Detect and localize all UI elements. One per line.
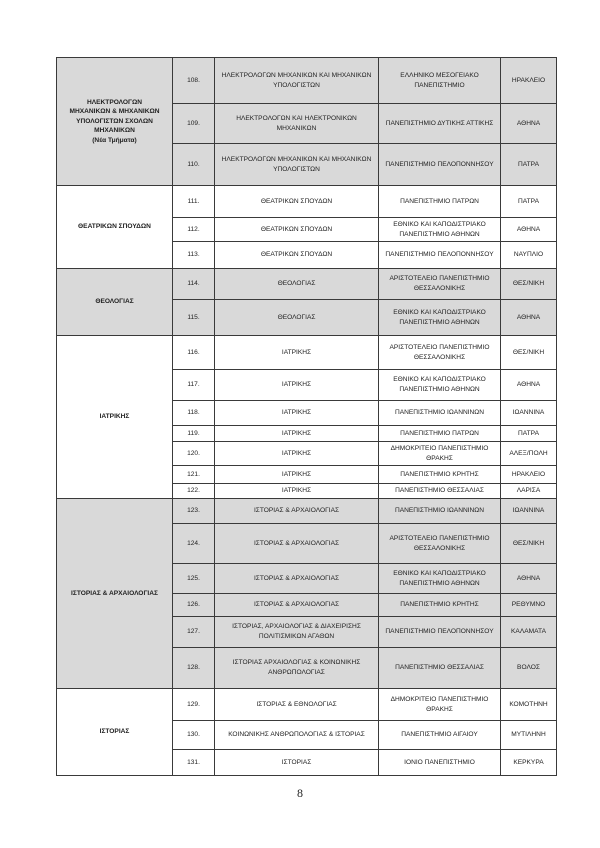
- school-cell: ΙΑΤΡΙΚΗΣ: [215, 442, 379, 466]
- row-number-cell: 116.: [173, 336, 215, 370]
- university-cell: ΠΑΝΕΠΙΣΤΗΜΙΟ ΠΕΛΟΠΟΝΝΗΣΟΥ: [379, 242, 501, 269]
- school-cell: ΗΛΕΚΤΡΟΛΟΓΩΝ ΚΑΙ ΗΛΕΚΤΡΟΝΙΚΩΝ ΜΗΧΑΝΙΚΩΝ: [215, 104, 379, 144]
- school-cell: ΙΑΤΡΙΚΗΣ: [215, 370, 379, 401]
- city-cell: ΑΘΗΝΑ: [501, 564, 557, 594]
- city-cell: ΘΕΣ/ΝΙΚΗ: [501, 336, 557, 370]
- city-cell: ΠΑΤΡΑ: [501, 186, 557, 218]
- city-cell: ΗΡΑΚΛΕΙΟ: [501, 58, 557, 104]
- university-cell: ΠΑΝΕΠΙΣΤΗΜΙΟ ΙΩΑΝΝΙΝΩΝ: [379, 401, 501, 426]
- table-body: [57, 58, 557, 776]
- city-cell: ΚΟΜΟΤΗΝΗ: [501, 689, 557, 721]
- university-cell: ΕΘΝΙΚΟ ΚΑΙ ΚΑΠΟΔΙΣΤΡΙΑΚΟ ΠΑΝΕΠΙΣΤΗΜΙΟ ΑΘΗΝΩΝ: [379, 218, 501, 242]
- university-cell: ΠΑΝΕΠΙΣΤΗΜΙΟ ΘΕΣΣΑΛΙΑΣ: [379, 484, 501, 499]
- university-cell: ΕΘΝΙΚΟ ΚΑΙ ΚΑΠΟΔΙΣΤΡΙΑΚΟ ΠΑΝΕΠΙΣΤΗΜΙΟ ΑΘΗΝΩΝ: [379, 564, 501, 594]
- school-cell: ΙΑΤΡΙΚΗΣ: [215, 426, 379, 442]
- row-number-cell: 117.: [173, 370, 215, 401]
- city-cell: ΚΑΛΑΜΑΤΑ: [501, 617, 557, 648]
- page-number: 8: [297, 786, 303, 800]
- school-cell: ΙΣΤΟΡΙΑΣ ΑΡΧΑΙΟΛΟΓΙΑΣ & ΚΟΙΝΩΝΙΚΗΣ ΑΝΘΡΩΠΟΛΟΓΙΑΣ: [215, 648, 379, 689]
- row-number-cell: 122.: [173, 484, 215, 499]
- school-cell: ΘΕΑΤΡΙΚΩΝ ΣΠΟΥΔΩΝ: [215, 242, 379, 269]
- city-cell: ΙΩΑΝΝΙΝΑ: [501, 499, 557, 524]
- school-cell: ΙΑΤΡΙΚΗΣ: [215, 401, 379, 426]
- row-number-cell: 126.: [173, 594, 215, 617]
- city-cell: ΡΕΘΥΜΝΟ: [501, 594, 557, 617]
- school-cell: ΘΕΑΤΡΙΚΩΝ ΣΠΟΥΔΩΝ: [215, 218, 379, 242]
- school-cell: ΙΣΤΟΡΙΑΣ: [215, 750, 379, 776]
- department-cell: [57, 186, 173, 269]
- school-cell: ΙΣΤΟΡΙΑΣ & ΑΡΧΑΙΟΛΟΓΙΑΣ: [215, 594, 379, 617]
- university-cell: ΠΑΝΕΠΙΣΤΗΜΙΟ ΚΡΗΤΗΣ: [379, 594, 501, 617]
- university-cell: ΠΑΝΕΠΙΣΤΗΜΙΟ ΚΡΗΤΗΣ: [379, 466, 501, 484]
- department-label-line: ΘΕΟΛΟΓΙΑΣ: [95, 298, 134, 306]
- school-cell: ΘΕΟΛΟΓΙΑΣ: [215, 269, 379, 300]
- city-cell: ΠΑΤΡΑ: [501, 426, 557, 442]
- department-cell: [57, 269, 173, 336]
- row-number-cell: 130.: [173, 721, 215, 750]
- school-cell: ΗΛΕΚΤΡΟΛΟΓΩΝ ΜΗΧΑΝΙΚΩΝ ΚΑΙ ΜΗΧΑΝΙΚΩΝ ΥΠΟΛΟΓΙΣΤΩΝ: [215, 58, 379, 104]
- row-number-cell: 113.: [173, 242, 215, 269]
- department-label-line: ΙΑΤΡΙΚΗΣ: [99, 413, 130, 421]
- department-cell: [57, 689, 173, 776]
- city-cell: ΠΑΤΡΑ: [501, 144, 557, 186]
- department-label-line: ΙΣΤΟΡΙΑΣ & ΑΡΧΑΙΟΛΟΓΙΑΣ: [71, 589, 158, 597]
- row-number-cell: 119.: [173, 426, 215, 442]
- university-cell: ΔΗΜΟΚΡΙΤΕΙΟ ΠΑΝΕΠΙΣΤΗΜΙΟ ΘΡΑΚΗΣ: [379, 442, 501, 466]
- city-cell: ΑΛΕΞ/ΠΟΛΗ: [501, 442, 557, 466]
- city-cell: ΑΘΗΝΑ: [501, 370, 557, 401]
- school-cell: ΙΣΤΟΡΙΑΣ & ΑΡΧΑΙΟΛΟΓΙΑΣ: [215, 499, 379, 524]
- school-cell: ΙΑΤΡΙΚΗΣ: [215, 466, 379, 484]
- department-cell: [57, 58, 173, 186]
- university-cell: ΠΑΝΕΠΙΣΤΗΜΙΟ ΠΑΤΡΩΝ: [379, 426, 501, 442]
- university-cell: ΕΘΝΙΚΟ ΚΑΙ ΚΑΠΟΔΙΣΤΡΙΑΚΟ ΠΑΝΕΠΙΣΤΗΜΙΟ ΑΘΗΝΩΝ: [379, 370, 501, 401]
- row-number-cell: 123.: [173, 499, 215, 524]
- row-number-cell: 109.: [173, 104, 215, 144]
- university-cell: ΑΡΙΣΤΟΤΕΛΕΙΟ ΠΑΝΕΠΙΣΤΗΜΙΟ ΘΕΣΣΑΛΟΝΙΚΗΣ: [379, 269, 501, 300]
- row-number-cell: 118.: [173, 401, 215, 426]
- city-cell: ΜΥΤΙΛΗΝΗ: [501, 721, 557, 750]
- row-number-cell: 128.: [173, 648, 215, 689]
- row-number-cell: 115.: [173, 300, 215, 336]
- school-cell: ΙΑΤΡΙΚΗΣ: [215, 336, 379, 370]
- table-row: [57, 336, 557, 370]
- city-cell: ΝΑΥΠΛΙΟ: [501, 242, 557, 269]
- school-cell: ΗΛΕΚΤΡΟΛΟΓΩΝ ΜΗΧΑΝΙΚΩΝ ΚΑΙ ΜΗΧΑΝΙΚΩΝ ΥΠΟΛΟΓΙΣΤΩΝ: [215, 144, 379, 186]
- city-cell: ΑΘΗΝΑ: [501, 104, 557, 144]
- school-cell: ΘΕΟΛΟΓΙΑΣ: [215, 300, 379, 336]
- department-label-line: ΜΗΧΑΝΙΚΩΝ & ΜΗΧΑΝΙΚΩΝ: [69, 108, 160, 116]
- row-number-cell: 120.: [173, 442, 215, 466]
- department-label-line: ΘΕΑΤΡΙΚΩΝ ΣΠΟΥΔΩΝ: [78, 223, 151, 231]
- row-number-cell: 110.: [173, 144, 215, 186]
- row-number-cell: 131.: [173, 750, 215, 776]
- department-cell: [57, 336, 173, 499]
- city-cell: ΑΘΗΝΑ: [501, 218, 557, 242]
- city-cell: ΚΕΡΚΥΡΑ: [501, 750, 557, 776]
- department-label-line: ΙΣΤΟΡΙΑΣ: [99, 728, 130, 736]
- row-number-cell: 111.: [173, 186, 215, 218]
- university-cell: ΠΑΝΕΠΙΣΤΗΜΙΟ ΙΩΑΝΝΙΝΩΝ: [379, 499, 501, 524]
- city-cell: ΒΟΛΟΣ: [501, 648, 557, 689]
- department-cell: [57, 499, 173, 689]
- city-cell: ΛΑΡΙΣΑ: [501, 484, 557, 499]
- university-cell: ΑΡΙΣΤΟΤΕΛΕΙΟ ΠΑΝΕΠΙΣΤΗΜΙΟ ΘΕΣΣΑΛΟΝΙΚΗΣ: [379, 524, 501, 564]
- university-cell: ΕΛΛΗΝΙΚΟ ΜΕΣΟΓΕΙΑΚΟ ΠΑΝΕΠΙΣΤΗΜΙΟ: [379, 58, 501, 104]
- row-number-cell: 108.: [173, 58, 215, 104]
- table-row: [57, 689, 557, 721]
- university-cell: ΠΑΝΕΠΙΣΤΗΜΙΟ ΠΕΛΟΠΟΝΝΗΣΟΥ: [379, 617, 501, 648]
- table-row: [57, 186, 557, 218]
- city-cell: ΗΡΑΚΛΕΙΟ: [501, 466, 557, 484]
- school-cell: ΙΣΤΟΡΙΑΣ, ΑΡΧΑΙΟΛΟΓΙΑΣ & ΔΙΑΧΕΙΡΙΣΗΣ ΠΟΛΙΤΙΣΜΙΚΩΝ ΑΓΑΘΩΝ: [215, 617, 379, 648]
- row-number-cell: 112.: [173, 218, 215, 242]
- department-label-line: ΜΗΧΑΝΙΚΩΝ: [94, 127, 135, 135]
- school-cell: ΙΣΤΟΡΙΑΣ & ΕΘΝΟΛΟΓΙΑΣ: [215, 689, 379, 721]
- school-cell: ΙΣΤΟΡΙΑΣ & ΑΡΧΑΙΟΛΟΓΙΑΣ: [215, 524, 379, 564]
- row-number-cell: 129.: [173, 689, 215, 721]
- university-cell: ΠΑΝΕΠΙΣΤΗΜΙΟ ΠΕΛΟΠΟΝΝΗΣΟΥ: [379, 144, 501, 186]
- city-cell: ΘΕΣ/ΝΙΚΗ: [501, 524, 557, 564]
- university-cell: ΑΡΙΣΤΟΤΕΛΕΙΟ ΠΑΝΕΠΙΣΤΗΜΙΟ ΘΕΣΣΑΛΟΝΙΚΗΣ: [379, 336, 501, 370]
- department-label-line: ΥΠΟΛΟΓΙΣΤΩΝ ΣΧΟΛΩΝ: [76, 117, 153, 125]
- university-cell: ΙΟΝΙΟ ΠΑΝΕΠΙΣΤΗΜΙΟ: [379, 750, 501, 776]
- school-cell: ΚΟΙΝΩΝΙΚΗΣ ΑΝΘΡΩΠΟΛΟΓΙΑΣ & ΙΣΤΟΡΙΑΣ: [215, 721, 379, 750]
- university-cell: ΠΑΝΕΠΙΣΤΗΜΙΟ ΔΥΤΙΚΗΣ ΑΤΤΙΚΗΣ: [379, 104, 501, 144]
- school-cell: ΙΑΤΡΙΚΗΣ: [215, 484, 379, 499]
- university-cell: ΠΑΝΕΠΙΣΤΗΜΙΟ ΑΙΓΑΙΟΥ: [379, 721, 501, 750]
- city-cell: ΙΩΑΝΝΙΝΑ: [501, 401, 557, 426]
- department-label-line: ΗΛΕΚΤΡΟΛΟΓΩΝ: [86, 98, 143, 106]
- row-number-cell: 114.: [173, 269, 215, 300]
- table-row: [57, 499, 557, 524]
- table-row: [57, 269, 557, 300]
- city-cell: ΘΕΣ/ΝΙΚΗ: [501, 269, 557, 300]
- school-cell: ΘΕΑΤΡΙΚΩΝ ΣΠΟΥΔΩΝ: [215, 186, 379, 218]
- row-number-cell: 121.: [173, 466, 215, 484]
- row-number-cell: 124.: [173, 524, 215, 564]
- department-label-line: (Νέα Τμήματα): [92, 136, 137, 144]
- table-row: [57, 58, 557, 104]
- departments-table: [56, 57, 557, 776]
- row-number-cell: 125.: [173, 564, 215, 594]
- row-number-cell: 127.: [173, 617, 215, 648]
- university-cell: ΠΑΝΕΠΙΣΤΗΜΙΟ ΠΑΤΡΩΝ: [379, 186, 501, 218]
- university-cell: ΠΑΝΕΠΙΣΤΗΜΙΟ ΘΕΣΣΑΛΙΑΣ: [379, 648, 501, 689]
- city-cell: ΑΘΗΝΑ: [501, 300, 557, 336]
- school-cell: ΙΣΤΟΡΙΑΣ & ΑΡΧΑΙΟΛΟΓΙΑΣ: [215, 564, 379, 594]
- university-cell: ΔΗΜΟΚΡΙΤΕΙΟ ΠΑΝΕΠΙΣΤΗΜΙΟ ΘΡΑΚΗΣ: [379, 689, 501, 721]
- university-cell: ΕΘΝΙΚΟ ΚΑΙ ΚΑΠΟΔΙΣΤΡΙΑΚΟ ΠΑΝΕΠΙΣΤΗΜΙΟ ΑΘΗΝΩΝ: [379, 300, 501, 336]
